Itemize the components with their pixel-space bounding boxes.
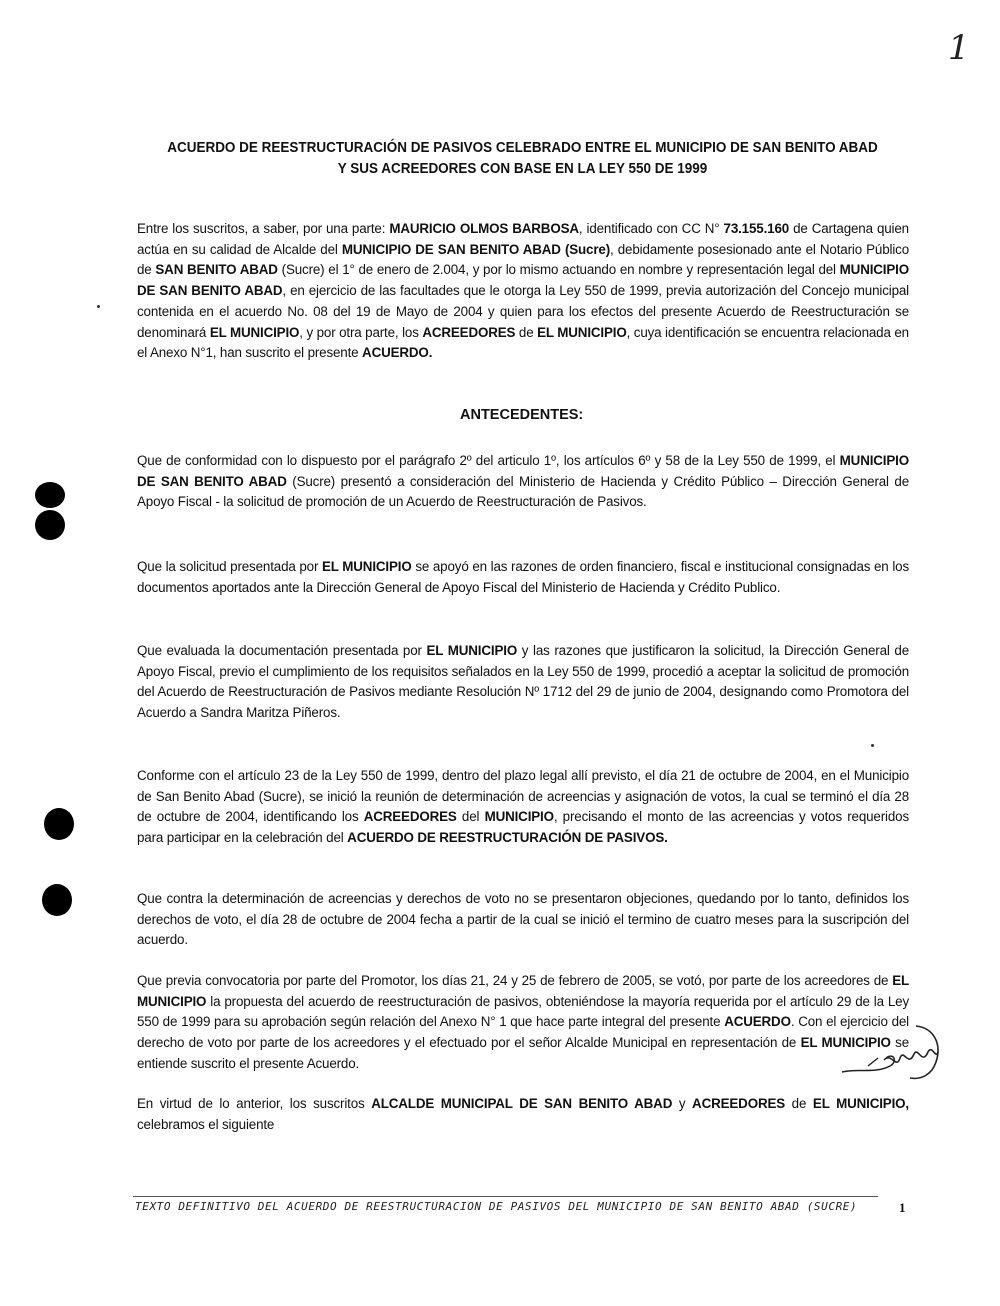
antecedent-paragraph-2: Que la solicitud presentada por EL MUNICIPIO se apoyó en las razones de orden financiero, fiscal e institucional consignadas en los documentos aportados ante la Dirección General de Apoyo Fiscal del Ministerio de Hacienda y Crédito Publico. — [137, 559, 909, 595]
scan-speck — [97, 305, 100, 308]
footer-rule — [133, 1196, 878, 1197]
antecedent-paragraph-5: Que contra la determinación de acreencias y derechos de voto no se presentaron objeciones, quedando por lo tanto, definidos los derechos de voto, el día 28 de octubre de 2004 fecha a partir de la cual se inició el termino de cuatro meses para la suscripción del acuerdo. — [137, 891, 909, 948]
document-title: ACUERDO DE REESTRUCTURACIÓN DE PASIVOS CELEBRADO ENTRE EL MUNICIPIO DE SAN BENITO ABAD Y SUS ACREEDORES CON BASE EN LA LEY 550 DE 1999 — [167, 140, 878, 177]
section-heading: ANTECEDENTES: — [460, 407, 584, 423]
antecedent-paragraph-6: Que previa convocatoria por parte del Promotor, los días 21, 24 y 25 de febrero de 2005, se votó, por parte de los acreedores de EL MUNICIPIO la propuesta del acuerdo de reestructuración de pasivos, obteniéndose la mayoría requerida por el artículo 29 de la Ley 550 de 1999 para su aprobación según relación del Anexo N° 1 que hace parte integral del presente ACUERDO. Con el ejercicio del derecho de voto por parte de los acreedores y el efectuado por el señor Alcalde Municipal en representación de EL MUNICIPIO se entiende suscrito el presente Acuerdo. — [137, 973, 910, 1071]
antecedent-paragraph-3: Que evaluada la documentación presentada por EL MUNICIPIO y las razones que justificaron la solicitud, la Dirección General de Apoyo Fiscal, previo el cumplimiento de los requisitos señalados en la Ley 550 de 1999, procedió a aceptar la solicitud de promoción del Acuerdo de Reestructuración de Pasivos mediante Resolución Nº 1712 del 29 de junio de 2004, designando como Promotora del Acuerdo a Sandra Maritza Piñeros. — [137, 643, 909, 721]
handwritten-page-number: 1 — [948, 28, 970, 68]
handwritten-signature — [838, 1022, 948, 1088]
antecedent-paragraph-7: En virtud de lo anterior, los suscritos ALCALDE MUNICIPAL DE SAN BENITO ABAD y ACREEDORES de EL MUNICIPIO, celebramos el siguiente — [137, 1096, 909, 1132]
binder-hole — [35, 510, 65, 540]
footer-text: TEXTO DEFINITIVO DEL ACUERDO DE REESTRUCTURACION DE PASIVOS DEL MUNICIPIO DE SAN BENITO ABAD (SUCRE) — [135, 1200, 858, 1213]
footer-page-number: 1 — [899, 1200, 906, 1215]
antecedent-paragraph-1: Que de conformidad con lo dispuesto por el parágrafo 2º del articulo 1º, los artículos 6º y 58 de la Ley 550 de 1999, el MUNICIPIO DE SAN BENITO ABAD (Sucre) presentó a consideración del Ministerio de Hacienda y Crédito Público – Dirección General de Apoyo Fiscal - la solicitud de promoción de un Acuerdo de Reestructuración de Pasivos. — [137, 453, 909, 510]
scan-speck — [871, 744, 874, 747]
binder-hole — [44, 808, 74, 840]
antecedent-paragraph-4: Conforme con el artículo 23 de la Ley 550 de 1999, dentro del plazo legal allí previsto, el día 21 de octubre de 2004, en el Municipio de San Benito Abad (Sucre), se inició la reunión de determinación de acreencias y asignación de votos, la cual se terminó el día 28 de octubre de 2004, identificando los ACREEDORES del MUNICIPIO, precisando el monto de las acreencias y votos requeridos para participar en la celebración del ACUERDO DE REESTRUCTURACIÓN DE PASIVOS. — [137, 768, 909, 846]
binder-hole — [35, 482, 65, 508]
intro-paragraph: Entre los suscritos, a saber, por una parte: MAURICIO OLMOS BARBOSA, identificado con CC N° 73.155.160 de Cartagena quien actúa en su calidad de Alcalde del MUNICIPIO DE SAN BENITO ABAD (Sucre), debidamente posesionado ante el Notario Público de SAN BENITO ABAD (Sucre) el 1° de enero de 2.004, y por lo mismo actuando en nombre y representación legal del MUNICIPIO DE SAN BENITO ABAD, en ejercicio de las facultades que le otorga la Ley 550 de 1999, previa autorización del Concejo municipal contenida en el acuerdo No. 08 del 19 de Mayo de 2004 y quien para los efectos del presente Acuerdo de Reestructuración se denominará EL MUNICIPIO, y por otra parte, los ACREEDORES de EL MUNICIPIO, cuya identificación se encuentra relacionada en el Anexo N°1, han suscrito el presente ACUERDO. — [137, 221, 909, 361]
binder-hole — [42, 884, 72, 916]
